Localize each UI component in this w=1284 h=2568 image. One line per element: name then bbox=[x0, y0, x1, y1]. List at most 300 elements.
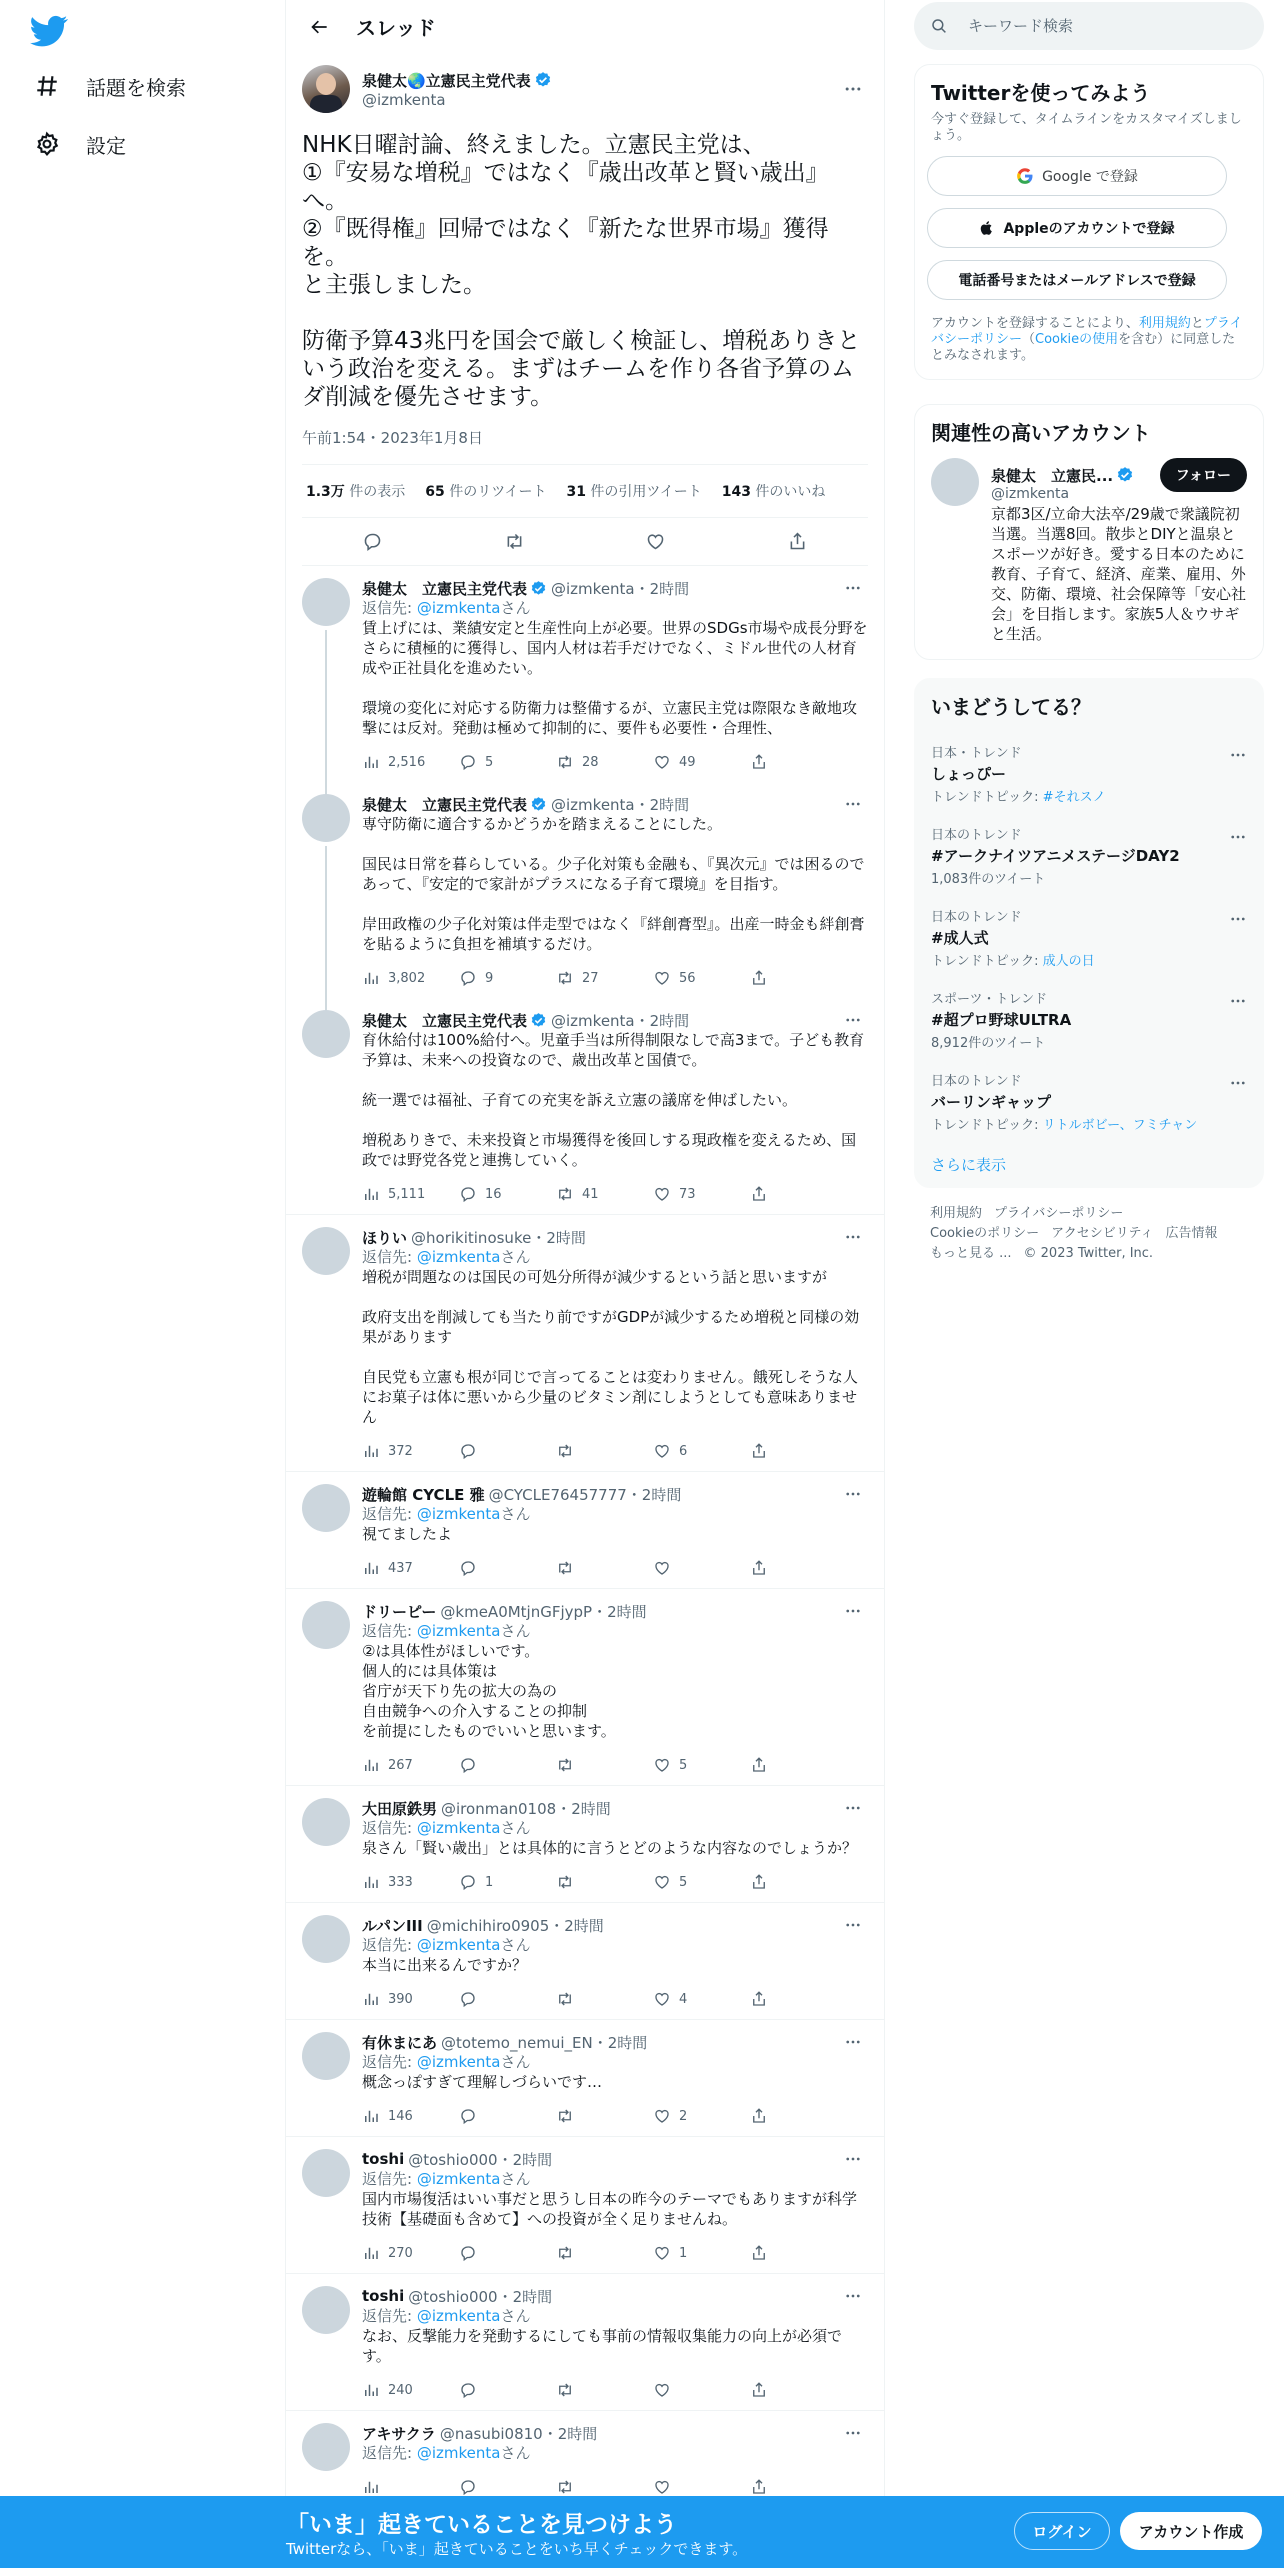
replying-to-link[interactable]: @izmkenta bbox=[416, 2444, 501, 2462]
author-handle[interactable]: @izmkenta bbox=[362, 90, 446, 109]
retweet-button[interactable] bbox=[556, 753, 653, 771]
like-button[interactable] bbox=[653, 969, 750, 987]
like-icon bbox=[653, 2107, 671, 2125]
share-icon bbox=[750, 1873, 768, 1891]
views-icon bbox=[362, 1756, 380, 1774]
thread-line bbox=[325, 630, 327, 798]
reply-author-name[interactable]: 泉健太 立憲民主党代表 bbox=[362, 795, 528, 814]
trend-topic-label: トレンドトピック: bbox=[931, 790, 1043, 805]
more-button[interactable] bbox=[1223, 904, 1253, 934]
reply-author-name[interactable]: ほりい bbox=[362, 1228, 408, 1247]
reply-icon bbox=[459, 2381, 477, 2399]
more-button[interactable] bbox=[1223, 1068, 1253, 1098]
more-icon bbox=[1229, 746, 1247, 764]
like-button[interactable] bbox=[653, 1442, 750, 1460]
reply-text: ②は具体性がほしいです。 個人的には具体策は 省庁が天下り先の拡大の為の 自由競争への介入することの抑制 を前提にしたものでいいと思います。 bbox=[362, 1642, 616, 1740]
reply-author-handle[interactable]: @izmkenta・2時間 bbox=[551, 1011, 690, 1030]
reply-tweet[interactable] bbox=[286, 782, 884, 998]
like-count: 73 bbox=[679, 1186, 696, 1202]
trend-context: 日本のトレンド bbox=[931, 828, 1022, 843]
reply-author-handle[interactable]: @izmkenta・2時間 bbox=[551, 579, 690, 598]
footer-privacy[interactable]: プライバシーポリシー bbox=[994, 1206, 1124, 1221]
retweet-button[interactable] bbox=[556, 969, 653, 987]
signup-banner bbox=[0, 2496, 1284, 2568]
nav-settings-label: 設定 bbox=[86, 133, 126, 158]
avatar[interactable] bbox=[302, 2423, 350, 2471]
thread-header bbox=[286, 0, 884, 53]
email-signup-label: 電話番号またはメールアドレスで登録 bbox=[958, 273, 1196, 289]
twitter-logo-icon[interactable] bbox=[30, 12, 68, 50]
more-button[interactable] bbox=[838, 1793, 868, 1823]
share-button[interactable] bbox=[750, 1873, 847, 1891]
views-button[interactable] bbox=[362, 1185, 459, 1203]
privacy-link[interactable]: プライバシーポリシー bbox=[931, 316, 1243, 347]
avatar[interactable] bbox=[302, 1010, 350, 1058]
retweet-icon[interactable] bbox=[504, 531, 525, 552]
focal-tweet bbox=[286, 53, 884, 566]
more-icon bbox=[844, 1228, 862, 1246]
login-button[interactable]: ログイン bbox=[1014, 2512, 1110, 2550]
more-icon bbox=[844, 1799, 862, 1817]
reply-tweet[interactable] bbox=[286, 1903, 884, 2020]
nav-explore[interactable] bbox=[20, 60, 200, 112]
more-button[interactable] bbox=[838, 789, 868, 819]
reply-button[interactable] bbox=[459, 1873, 556, 1891]
views-count: 333 bbox=[388, 1874, 413, 1890]
share-button[interactable] bbox=[750, 2244, 847, 2262]
reply-tweet[interactable] bbox=[286, 2274, 884, 2411]
footer-ads[interactable]: 広告情報 bbox=[1165, 1226, 1218, 1241]
more-button[interactable] bbox=[1223, 986, 1253, 1016]
replying-to-suffix: さん bbox=[500, 2170, 531, 2188]
avatar[interactable] bbox=[302, 65, 350, 113]
google-signup-button[interactable] bbox=[927, 156, 1227, 196]
reply-button[interactable] bbox=[459, 2244, 556, 2262]
nav-explore-label: 話題を検索 bbox=[86, 75, 186, 100]
more-icon bbox=[1229, 992, 1247, 1010]
like-icon bbox=[653, 1185, 671, 1203]
retweet-icon bbox=[556, 2244, 574, 2262]
more-icon bbox=[843, 79, 863, 99]
reply-author-handle[interactable]: @toshio000・2時間 bbox=[408, 2287, 553, 2306]
more-button[interactable] bbox=[838, 2281, 868, 2311]
reply-header bbox=[362, 2032, 868, 2052]
retweet-button[interactable] bbox=[556, 1873, 653, 1891]
retweet-icon bbox=[556, 1559, 574, 1577]
replying-to bbox=[362, 2169, 868, 2189]
retweet-button[interactable] bbox=[556, 2244, 653, 2262]
footer-more[interactable]: もっと見る ... bbox=[930, 1246, 1012, 1261]
reply-header bbox=[362, 1798, 868, 1818]
avatar-column bbox=[302, 2423, 350, 2507]
views-count: 2,516 bbox=[388, 754, 426, 770]
reply-actions bbox=[362, 1176, 868, 1212]
like-count: 56 bbox=[679, 970, 696, 986]
reply-tweet[interactable] bbox=[286, 1215, 884, 1472]
reply-author-name[interactable]: 泉健太 立憲民主党代表 bbox=[362, 1011, 528, 1030]
replying-to bbox=[362, 1818, 868, 1838]
tweet-timestamp[interactable]: 午前1:54・2023年1月8日 bbox=[302, 427, 868, 465]
hashtag-icon bbox=[34, 73, 60, 99]
avatar[interactable] bbox=[302, 2032, 350, 2080]
avatar[interactable] bbox=[302, 1601, 350, 1649]
share-button[interactable] bbox=[750, 969, 847, 987]
like-button[interactable] bbox=[653, 1990, 750, 2008]
retweet-button[interactable] bbox=[556, 2107, 653, 2125]
related-title: 関連性の高いアカウント bbox=[931, 421, 1151, 445]
more-button[interactable] bbox=[838, 573, 868, 603]
retweet-count: 28 bbox=[582, 754, 599, 770]
author-name-row[interactable] bbox=[362, 70, 838, 91]
share-icon bbox=[750, 2381, 768, 2399]
replying-to bbox=[362, 2052, 868, 2072]
views-count: 5,111 bbox=[388, 1186, 426, 1202]
views-button[interactable] bbox=[362, 1442, 459, 1460]
share-button[interactable] bbox=[750, 2107, 847, 2125]
search-icon bbox=[930, 17, 948, 35]
avatar[interactable] bbox=[302, 2149, 350, 2197]
reply-header bbox=[362, 2423, 868, 2443]
reply-text: 専守防衛に適合するかどうかを踏まえることにした。 国民は日常を暮らしている。少子化対策も金融も、『異次元』では困るのであって、『安定的で家計がプラスになる子育て環境』を目指す。 岸田政権の少子化対策は伴走型ではなく『絆創膏型』。出産一時金も絆創膏を貼るように負担を補填するだけ。 bbox=[362, 815, 865, 953]
reply-actions bbox=[362, 744, 868, 780]
related-name-row[interactable] bbox=[991, 465, 1152, 486]
views-count: 146 bbox=[388, 2108, 413, 2124]
email-signup-button[interactable] bbox=[927, 260, 1227, 300]
replying-to-link[interactable]: @izmkenta bbox=[416, 1505, 501, 1523]
avatar[interactable] bbox=[302, 794, 350, 842]
reply-header bbox=[362, 2286, 868, 2306]
reply-author-name[interactable]: ドリーピー bbox=[362, 1602, 437, 1621]
retweet-button[interactable] bbox=[556, 2381, 653, 2399]
views-button[interactable] bbox=[362, 969, 459, 987]
reply-tweet[interactable] bbox=[286, 566, 884, 782]
views-count: 372 bbox=[388, 1443, 413, 1459]
terms-link[interactable]: 利用規約 bbox=[1138, 316, 1191, 331]
retweet-button[interactable] bbox=[556, 1559, 653, 1577]
more-button[interactable] bbox=[838, 2027, 868, 2057]
legal-text-1: アカウントを登録することにより、 bbox=[931, 316, 1139, 331]
reply-tweet[interactable] bbox=[286, 2020, 884, 2137]
apple-signup-button[interactable] bbox=[927, 208, 1227, 248]
reply-body bbox=[362, 1601, 868, 1785]
reply-tweet[interactable] bbox=[286, 1472, 884, 1589]
views-count: 390 bbox=[388, 1991, 413, 2007]
reply-button[interactable] bbox=[459, 969, 556, 987]
reply-actions bbox=[362, 1747, 868, 1783]
nav-settings[interactable] bbox=[20, 118, 140, 170]
like-icon bbox=[653, 2244, 671, 2262]
replying-to-link[interactable]: @izmkenta bbox=[416, 2170, 501, 2188]
retweet-button[interactable] bbox=[556, 1185, 653, 1203]
footer-accessibility[interactable]: アクセシビリティ bbox=[1051, 1226, 1154, 1241]
reply-button[interactable] bbox=[459, 2381, 556, 2399]
more-button[interactable] bbox=[838, 2144, 868, 2174]
like-button[interactable] bbox=[653, 2478, 750, 2496]
more-button[interactable] bbox=[1223, 740, 1253, 770]
verified-badge-icon bbox=[534, 71, 552, 89]
share-button[interactable] bbox=[750, 1559, 847, 1577]
reply-body bbox=[362, 1798, 868, 1902]
reply-actions bbox=[362, 1864, 868, 1900]
like-button[interactable] bbox=[653, 2381, 750, 2399]
more-icon bbox=[844, 2424, 862, 2442]
like-icon bbox=[653, 1990, 671, 2008]
reply-header bbox=[362, 1227, 868, 1247]
replying-to-link[interactable]: @izmkenta bbox=[416, 1936, 501, 1954]
replying-to-link[interactable]: @izmkenta bbox=[416, 599, 501, 617]
avatar[interactable] bbox=[302, 1915, 350, 1963]
reply-button[interactable] bbox=[459, 2107, 556, 2125]
reply-tweet[interactable] bbox=[286, 998, 884, 1215]
signup-legal bbox=[915, 300, 1263, 380]
verified-badge-icon bbox=[530, 796, 547, 813]
replying-to-link[interactable]: @izmkenta bbox=[416, 2307, 501, 2325]
views-icon bbox=[362, 1442, 380, 1460]
reply-body bbox=[362, 1484, 868, 1588]
footer-cookie[interactable]: Cookieのポリシー bbox=[930, 1226, 1040, 1241]
more-button[interactable] bbox=[838, 1910, 868, 1940]
retweet-button[interactable] bbox=[556, 1990, 653, 2008]
share-button[interactable] bbox=[750, 2381, 847, 2399]
replying-to-label: 返信先: bbox=[362, 1819, 417, 1837]
more-icon bbox=[844, 1011, 862, 1029]
retweet-button[interactable] bbox=[556, 2478, 653, 2496]
trend-name: しょっぴー bbox=[931, 765, 1007, 783]
replying-to-label: 返信先: bbox=[362, 1936, 417, 1954]
replying-to-label: 返信先: bbox=[362, 2307, 417, 2325]
avatar[interactable] bbox=[302, 1484, 350, 1532]
replying-to-link[interactable]: @izmkenta bbox=[416, 1622, 501, 1640]
views-icon bbox=[362, 1185, 380, 1203]
reply-body bbox=[362, 794, 868, 998]
like-button[interactable] bbox=[653, 753, 750, 771]
more-button[interactable] bbox=[838, 1596, 868, 1626]
like-icon bbox=[653, 969, 671, 987]
share-icon bbox=[750, 2244, 768, 2262]
more-button[interactable] bbox=[838, 2418, 868, 2448]
reply-author-name[interactable]: アキサクラ bbox=[362, 2424, 436, 2443]
reply-tweet[interactable] bbox=[286, 1589, 884, 1786]
views-button[interactable] bbox=[362, 2478, 459, 2496]
more-icon bbox=[844, 2287, 862, 2305]
trend-context: 日本・トレンド bbox=[931, 746, 1022, 761]
reply-tweet[interactable] bbox=[286, 1786, 884, 1903]
reply-body bbox=[362, 2032, 868, 2136]
reply-icon[interactable] bbox=[362, 531, 383, 552]
reply-actions bbox=[362, 960, 868, 996]
more-button[interactable] bbox=[838, 74, 868, 104]
retweet-button[interactable] bbox=[556, 1756, 653, 1774]
reply-button[interactable] bbox=[459, 1990, 556, 2008]
focal-tweet-header bbox=[302, 61, 868, 117]
like-button[interactable] bbox=[653, 1873, 750, 1891]
reply-tweet[interactable] bbox=[286, 2137, 884, 2274]
like-button[interactable] bbox=[653, 1185, 750, 1203]
show-more-link[interactable]: さらに表示 bbox=[931, 1156, 1007, 1174]
replying-to-suffix: さん bbox=[500, 2307, 531, 2325]
avatar[interactable] bbox=[302, 1227, 350, 1275]
back-button[interactable] bbox=[302, 9, 338, 45]
reply-author-name[interactable]: 泉健太 立憲民主党代表 bbox=[362, 579, 528, 598]
replying-to bbox=[362, 598, 868, 618]
share-icon bbox=[750, 1442, 768, 1460]
trend-name: #アークナイツアニメステージDAY2 bbox=[931, 847, 1180, 865]
reply-author-name[interactable]: toshi bbox=[362, 2150, 405, 2168]
reply-icon bbox=[459, 1756, 477, 1774]
author-name: 泉健太🌏立憲民主党代表 bbox=[362, 71, 531, 90]
views-button[interactable] bbox=[362, 2244, 459, 2262]
google-signup-label: Google で登録 bbox=[1042, 169, 1138, 185]
views-icon bbox=[362, 1559, 380, 1577]
reply-author-handle[interactable]: @CYCLE76457777・2時間 bbox=[488, 1485, 682, 1504]
share-icon bbox=[750, 753, 768, 771]
more-icon bbox=[844, 1485, 862, 1503]
views-button[interactable] bbox=[362, 1990, 459, 2008]
reply-author-handle[interactable]: @ironman0108・2時間 bbox=[441, 1799, 611, 1818]
more-button[interactable] bbox=[838, 1479, 868, 1509]
reply-author-handle[interactable]: @horikitinosuke・2時間 bbox=[411, 1228, 586, 1247]
search-box[interactable] bbox=[914, 2, 1264, 50]
reply-icon bbox=[459, 753, 477, 771]
like-button[interactable] bbox=[653, 2244, 750, 2262]
reply-icon bbox=[459, 1185, 477, 1203]
views-button[interactable] bbox=[362, 753, 459, 771]
retweet-icon bbox=[556, 1990, 574, 2008]
likes-stat[interactable] bbox=[722, 481, 826, 501]
reply-author-handle[interactable]: @izmkenta・2時間 bbox=[551, 795, 690, 814]
trend-topic-link[interactable]: リトルボビー、フミチャン bbox=[1042, 1118, 1198, 1133]
reply-button[interactable] bbox=[459, 1185, 556, 1203]
cookie-link[interactable]: Cookieの使用 bbox=[1035, 332, 1119, 347]
views-button[interactable] bbox=[362, 1756, 459, 1774]
more-icon bbox=[844, 1916, 862, 1934]
replying-to-link[interactable]: @izmkenta bbox=[416, 2053, 501, 2071]
like-count: 4 bbox=[679, 1991, 688, 2007]
reply-button[interactable] bbox=[459, 1559, 556, 1577]
footer-terms[interactable]: 利用規約 bbox=[930, 1206, 983, 1221]
trend-count: 1,083件のツイート bbox=[931, 872, 1046, 887]
trend-item[interactable] bbox=[915, 1060, 1263, 1142]
share-icon bbox=[750, 1185, 768, 1203]
retweets-stat[interactable] bbox=[425, 481, 546, 501]
reply-text: 国内市場復活はいい事だと思うし日本の昨今のテーマでもありますが科学技術【基礎面も含めて】への投資が全く足りませんね。 bbox=[362, 2190, 858, 2228]
reply-author-handle[interactable]: @toshio000・2時間 bbox=[408, 2150, 553, 2169]
trend-item[interactable] bbox=[915, 814, 1263, 896]
reply-list bbox=[286, 566, 884, 2508]
reply-author-name[interactable]: 大田原鉄男 bbox=[362, 1799, 438, 1818]
trend-item[interactable] bbox=[915, 896, 1263, 978]
create-account-button[interactable]: アカウント作成 bbox=[1120, 2512, 1262, 2550]
reply-tweet[interactable] bbox=[286, 2411, 884, 2508]
like-button[interactable] bbox=[653, 1756, 750, 1774]
replying-to-link[interactable]: @izmkenta bbox=[416, 1248, 501, 1266]
trend-item[interactable] bbox=[915, 978, 1263, 1060]
reply-author-name[interactable]: 有休まにあ bbox=[362, 2033, 438, 2052]
replying-to-suffix: さん bbox=[500, 1936, 531, 1954]
related-account[interactable] bbox=[915, 458, 1263, 656]
share-button[interactable] bbox=[750, 1442, 847, 1460]
related-handle[interactable]: @izmkenta bbox=[991, 486, 1070, 502]
replying-to-suffix: さん bbox=[500, 1248, 531, 1266]
views-button[interactable] bbox=[362, 2107, 459, 2125]
share-button[interactable] bbox=[750, 1756, 847, 1774]
trend-topic-link[interactable]: #それスノ bbox=[1042, 790, 1106, 805]
like-icon[interactable] bbox=[645, 531, 666, 552]
retweet-button[interactable] bbox=[556, 1442, 653, 1460]
reply-author-name[interactable]: 遊輪館 CYCLE 雅 bbox=[362, 1485, 485, 1504]
reply-author-handle[interactable]: @kmeA0MtjnGFjypP・2時間 bbox=[440, 1602, 647, 1621]
reply-icon bbox=[459, 2107, 477, 2125]
views-button[interactable] bbox=[362, 1873, 459, 1891]
trend-item[interactable] bbox=[915, 732, 1263, 814]
views-button[interactable] bbox=[362, 2381, 459, 2399]
replying-to-label: 返信先: bbox=[362, 1248, 417, 1266]
avatar[interactable] bbox=[302, 1798, 350, 1846]
reply-author-handle[interactable]: @nasubi0810・2時間 bbox=[439, 2424, 598, 2443]
share-button[interactable] bbox=[750, 753, 847, 771]
follow-button[interactable]: フォロー bbox=[1160, 458, 1247, 492]
reply-author-handle[interactable]: @totemo_nemui_EN・2時間 bbox=[441, 2033, 648, 2052]
like-count: 6 bbox=[679, 1443, 688, 1459]
reply-button[interactable] bbox=[459, 2478, 556, 2496]
share-button[interactable] bbox=[750, 2478, 847, 2496]
trend-topic-label: トレンドトピック: bbox=[931, 1118, 1043, 1133]
avatar[interactable] bbox=[302, 578, 350, 626]
reply-author-handle[interactable]: @michihiro0905・2時間 bbox=[426, 1916, 604, 1935]
reply-count: 9 bbox=[485, 970, 494, 986]
like-button[interactable] bbox=[653, 2107, 750, 2125]
google-icon bbox=[1016, 167, 1034, 185]
reply-icon bbox=[459, 969, 477, 987]
share-icon[interactable] bbox=[787, 531, 808, 552]
trend-topic-link[interactable]: 成人の日 bbox=[1042, 954, 1095, 969]
reply-author-name[interactable]: toshi bbox=[362, 2287, 405, 2305]
back-arrow-icon bbox=[310, 17, 330, 37]
reply-button[interactable] bbox=[459, 1756, 556, 1774]
like-icon bbox=[653, 1873, 671, 1891]
replying-to-suffix: さん bbox=[500, 1622, 531, 1640]
more-button[interactable] bbox=[838, 1222, 868, 1252]
reply-text: なお、反撃能力を発動するにしても事前の情報収集能力の向上が必須です。 bbox=[362, 2327, 843, 2365]
views-icon bbox=[362, 2381, 380, 2399]
search-input[interactable] bbox=[968, 17, 1228, 35]
quotes-stat[interactable] bbox=[567, 481, 702, 501]
reply-author-name[interactable]: ルパンIII bbox=[362, 1916, 423, 1935]
legal-text-4: を含む）に同意したとみなされます。 bbox=[931, 332, 1236, 363]
replying-to-link[interactable]: @izmkenta bbox=[416, 1819, 501, 1837]
share-button[interactable] bbox=[750, 1990, 847, 2008]
reply-count: 1 bbox=[485, 1874, 494, 1890]
reply-icon bbox=[459, 2478, 477, 2496]
avatar[interactable] bbox=[931, 458, 979, 506]
reply-button[interactable] bbox=[459, 1442, 556, 1460]
reply-text: 泉さん「賢い歳出」とは具体的に言うとどのような内容なのでしょうか？ bbox=[362, 1839, 858, 1857]
reply-button[interactable] bbox=[459, 753, 556, 771]
share-button[interactable] bbox=[750, 1185, 847, 1203]
avatar[interactable] bbox=[302, 2286, 350, 2334]
like-button[interactable] bbox=[653, 1559, 750, 1577]
views-count: 240 bbox=[388, 2382, 413, 2398]
replying-to-suffix: さん bbox=[500, 599, 531, 617]
reply-body bbox=[362, 2149, 868, 2273]
avatar-column bbox=[302, 794, 350, 998]
related-bio: 京都3区/立命大法卒/29歳で衆議院初当選。当選8回。散歩とDIYと温泉とスポーツが好き。愛する日本のために教育、子育て、経済、産業、雇用、外交、防衛、環境、社会保障等「安心社会」を目指します。家族5人＆ウサギと生活。 bbox=[991, 505, 1247, 643]
views-button[interactable] bbox=[362, 1559, 459, 1577]
views-label: 件の表示 bbox=[344, 484, 406, 500]
thread-line bbox=[325, 846, 327, 1014]
reply-count: 5 bbox=[485, 754, 494, 770]
more-button[interactable] bbox=[1223, 822, 1253, 852]
